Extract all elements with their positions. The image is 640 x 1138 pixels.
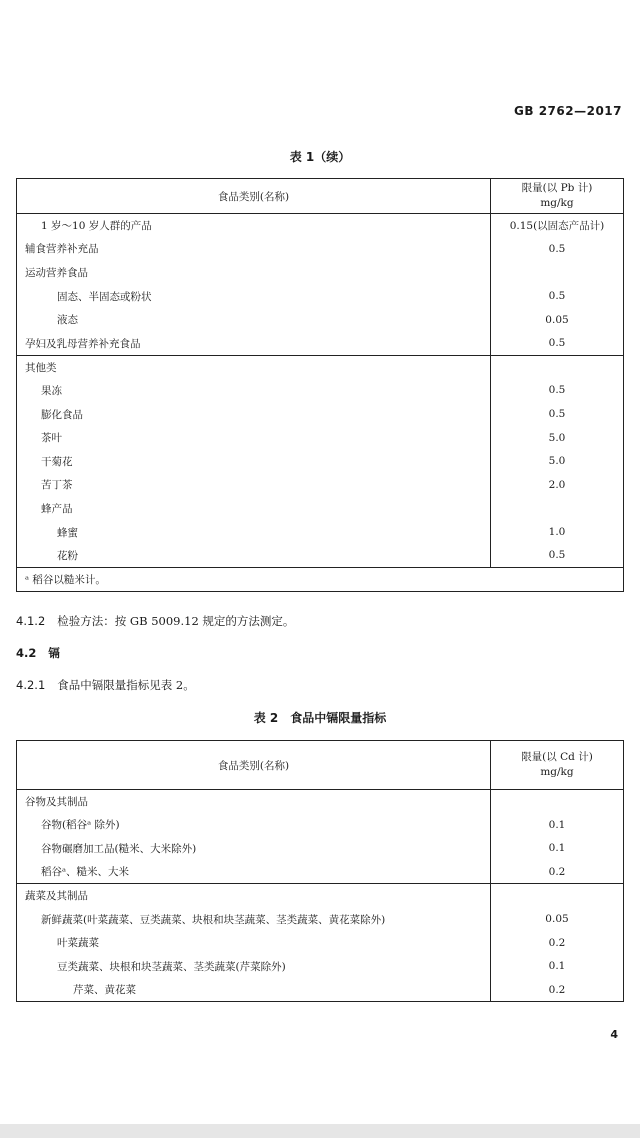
clause-text: 检验方法：按 GB 5009.12 规定的方法测定。 xyxy=(57,614,295,628)
table-row xyxy=(17,544,624,568)
table2-col-limit-line1: 限量(以 Cd 计) xyxy=(521,751,593,763)
clause-number: 4.2.1 xyxy=(16,678,46,692)
table-row xyxy=(17,379,624,403)
category-cell: 液态 xyxy=(17,308,491,332)
table1 xyxy=(16,178,624,592)
category-cell: 稻谷ᵃ、糙米、大米 xyxy=(17,860,491,884)
table1-col-category: 食品类别(名称) xyxy=(17,179,491,214)
category-cell: 蜂蜜 xyxy=(17,520,491,544)
category-cell: 芹菜、黄花菜 xyxy=(17,978,491,1002)
limit-cell xyxy=(491,884,624,908)
table-row xyxy=(17,308,624,332)
limit-cell: 0.5 xyxy=(491,284,624,308)
table-row xyxy=(17,214,624,238)
limit-cell: 0.5 xyxy=(491,402,624,426)
table-row xyxy=(17,813,624,837)
limit-cell: 1.0 xyxy=(491,520,624,544)
table1-footnote: ᵃ 稻谷以糙米计。 xyxy=(17,567,624,591)
category-cell: 新鲜蔬菜(叶菜蔬菜、豆类蔬菜、块根和块茎蔬菜、茎类蔬菜、黄花菜除外) xyxy=(17,907,491,931)
category-cell: 谷物(稻谷ᵃ 除外) xyxy=(17,813,491,837)
table-row xyxy=(17,955,624,979)
table1-col-limit-line1: 限量(以 Pb 计) xyxy=(521,182,593,194)
category-cell: 运动营养食品 xyxy=(17,261,491,285)
limit-cell: 0.05 xyxy=(491,308,624,332)
category-cell: 花粉 xyxy=(17,544,491,568)
table1-col-limit-line2: mg/kg xyxy=(540,197,574,209)
table-row xyxy=(17,331,624,355)
limit-cell: 2.0 xyxy=(491,473,624,497)
table-row xyxy=(17,237,624,261)
clause-number: 4.1.2 xyxy=(16,614,46,628)
category-cell: 茶叶 xyxy=(17,426,491,450)
category-cell: 固态、半固态或粉状 xyxy=(17,284,491,308)
clause-4-2 xyxy=(16,645,60,661)
limit-cell xyxy=(491,790,624,814)
table2-col-limit-line2: mg/kg xyxy=(540,766,574,778)
limit-cell: 0.1 xyxy=(491,837,624,861)
category-cell: 干菊花 xyxy=(17,449,491,473)
table2 xyxy=(16,740,624,1002)
clause-number: 4.2 xyxy=(16,646,37,660)
table-row xyxy=(17,284,624,308)
page-number: 4 xyxy=(610,1028,618,1041)
category-group-cell: 蔬菜及其制品 xyxy=(17,884,491,908)
table-row xyxy=(17,520,624,544)
table1-caption: 表 1（续） xyxy=(289,150,351,164)
limit-cell: 0.5 xyxy=(491,379,624,403)
table-row xyxy=(17,426,624,450)
table2-header-row xyxy=(17,741,624,790)
limit-cell: 5.0 xyxy=(491,426,624,450)
category-cell: 1 岁～10 岁人群的产品 xyxy=(17,214,491,238)
table2-col-limit xyxy=(491,741,624,790)
category-cell: 谷物碾磨加工品(糙米、大米除外) xyxy=(17,837,491,861)
table-row xyxy=(17,860,624,884)
category-group-cell: 谷物及其制品 xyxy=(17,790,491,814)
table-row xyxy=(17,907,624,931)
table-row xyxy=(17,837,624,861)
clause-text: 食品中镉限量指标见表 2。 xyxy=(57,678,195,692)
limit-cell xyxy=(491,497,624,521)
limit-cell: 5.0 xyxy=(491,449,624,473)
table-row xyxy=(17,884,624,908)
category-cell: 叶菜蔬菜 xyxy=(17,931,491,955)
category-group-cell: 其他类 xyxy=(17,355,491,379)
table2-col-category: 食品类别(名称) xyxy=(17,741,491,790)
limit-cell: 0.5 xyxy=(491,544,624,568)
table-row xyxy=(17,261,624,285)
limit-cell: 0.2 xyxy=(491,860,624,884)
table-row xyxy=(17,355,624,379)
table1-header-row xyxy=(17,179,624,214)
category-cell: 辅食营养补充品 xyxy=(17,237,491,261)
table1-col-limit xyxy=(491,179,624,214)
category-cell: 苦丁茶 xyxy=(17,473,491,497)
table-row xyxy=(17,978,624,1002)
category-cell: 蜂产品 xyxy=(17,497,491,521)
category-cell: 膨化食品 xyxy=(17,402,491,426)
limit-cell xyxy=(491,261,624,285)
table-row xyxy=(17,497,624,521)
table2-caption: 表 2 食品中镉限量指标 xyxy=(253,711,387,725)
limit-cell: 0.1 xyxy=(491,813,624,837)
limit-cell: 0.5 xyxy=(491,237,624,261)
table1-footnote-row xyxy=(17,567,624,591)
table-row xyxy=(17,473,624,497)
limit-cell: 0.5 xyxy=(491,331,624,355)
limit-cell: 0.1 xyxy=(491,955,624,979)
limit-cell: 0.05 xyxy=(491,907,624,931)
table-row xyxy=(17,790,624,814)
table-row xyxy=(17,931,624,955)
category-cell: 果冻 xyxy=(17,379,491,403)
clause-4-2-1 xyxy=(16,677,195,693)
clause-heading: 镉 xyxy=(48,646,60,660)
limit-cell: 0.15(以固态产品计) xyxy=(491,214,624,238)
limit-cell xyxy=(491,355,624,379)
category-cell: 孕妇及乳母营养补充食品 xyxy=(17,331,491,355)
category-cell: 豆类蔬菜、块根和块茎蔬菜、茎类蔬菜(芹菜除外) xyxy=(17,955,491,979)
table-row xyxy=(17,402,624,426)
limit-cell: 0.2 xyxy=(491,931,624,955)
table-row xyxy=(17,449,624,473)
clause-4-1-2 xyxy=(16,613,294,629)
standard-number: GB 2762—2017 xyxy=(514,104,622,118)
limit-cell: 0.2 xyxy=(491,978,624,1002)
